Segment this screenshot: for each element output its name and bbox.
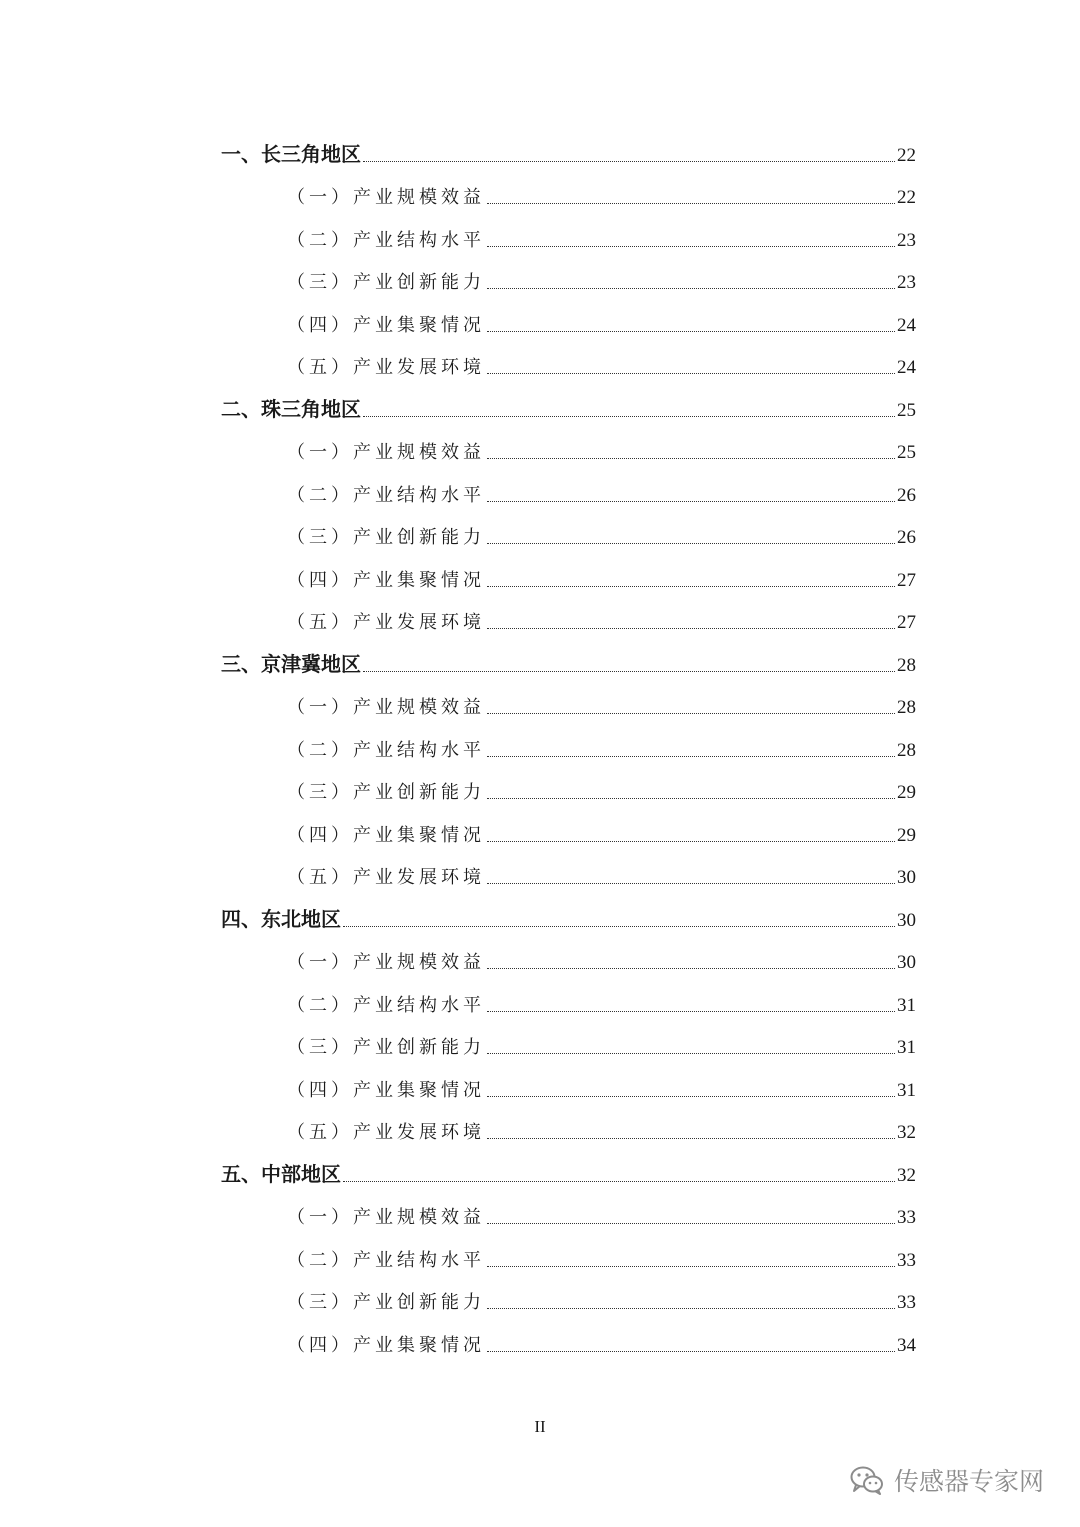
toc-dot-leader <box>487 288 895 289</box>
toc-entry-title: （四）产业集聚情况 <box>287 1334 485 1356</box>
toc-entry-title: （四）产业集聚情况 <box>287 314 485 336</box>
toc-entry-title: （二）产业结构水平 <box>287 739 485 761</box>
toc-entry-page: 23 <box>897 229 916 251</box>
toc-section-entry[interactable] <box>221 642 916 685</box>
toc-entry-page: 28 <box>897 654 916 676</box>
toc-entry-title: （二）产业结构水平 <box>287 994 485 1016</box>
toc-dot-leader <box>487 543 895 544</box>
toc-entry-title: （五）产业发展环境 <box>287 1122 485 1143</box>
toc-entry-title: （五）产业发展环境 <box>287 867 485 888</box>
toc-entry-page: 24 <box>897 357 916 378</box>
toc-entry-title: （三）产业创新能力 <box>287 1292 485 1313</box>
toc-subsection-entry[interactable] <box>221 217 916 260</box>
toc-dot-leader <box>363 671 895 672</box>
toc-entry-title: 三、京津冀地区 <box>221 651 361 676</box>
toc-entry-title: （四）产业集聚情况 <box>287 1079 485 1101</box>
toc-entry-page: 33 <box>897 1249 916 1271</box>
toc-subsection-entry[interactable] <box>221 685 916 728</box>
toc-dot-leader <box>363 161 895 162</box>
toc-entry-title: （一）产业规模效益 <box>287 1207 485 1228</box>
toc-dot-leader <box>487 1308 895 1309</box>
toc-dot-leader <box>487 841 895 842</box>
table-of-contents <box>221 132 916 1365</box>
toc-dot-leader <box>487 883 895 884</box>
toc-dot-leader <box>487 331 895 332</box>
toc-subsection-entry[interactable] <box>221 345 916 388</box>
toc-entry-page: 22 <box>897 187 916 208</box>
toc-entry-title: （二）产业结构水平 <box>287 229 485 251</box>
toc-entry-title: 五、中部地区 <box>221 1161 341 1186</box>
toc-section-entry[interactable] <box>221 132 916 175</box>
toc-subsection-entry[interactable] <box>221 472 916 515</box>
toc-dot-leader <box>363 416 895 417</box>
toc-subsection-entry[interactable] <box>221 600 916 643</box>
toc-entry-title: （三）产业创新能力 <box>287 1037 485 1058</box>
toc-entry-title: （四）产业集聚情况 <box>287 569 485 591</box>
toc-entry-title: （三）产业创新能力 <box>287 272 485 293</box>
toc-dot-leader <box>487 203 895 204</box>
toc-entry-title: （五）产业发展环境 <box>287 612 485 633</box>
toc-dot-leader <box>487 1096 895 1097</box>
toc-subsection-entry[interactable] <box>221 982 916 1025</box>
toc-entry-page: 25 <box>897 399 916 421</box>
toc-subsection-entry[interactable] <box>221 940 916 983</box>
toc-entry-page: 29 <box>897 782 916 803</box>
toc-entry-title: （三）产业创新能力 <box>287 527 485 548</box>
toc-entry-page: 32 <box>897 1122 916 1143</box>
toc-entry-page: 30 <box>897 952 916 973</box>
toc-subsection-entry[interactable] <box>221 1025 916 1068</box>
toc-dot-leader <box>487 458 895 459</box>
toc-entry-title: （二）产业结构水平 <box>287 1249 485 1271</box>
toc-entry-title: 二、珠三角地区 <box>221 396 361 421</box>
toc-dot-leader <box>487 798 895 799</box>
toc-dot-leader <box>487 501 895 502</box>
toc-entry-page: 31 <box>897 1037 916 1058</box>
toc-subsection-entry[interactable] <box>221 1280 916 1323</box>
toc-section-entry[interactable] <box>221 897 916 940</box>
toc-subsection-entry[interactable] <box>221 727 916 770</box>
toc-dot-leader <box>487 968 895 969</box>
toc-subsection-entry[interactable] <box>221 1237 916 1280</box>
toc-entry-page: 26 <box>897 484 916 506</box>
toc-entry-page: 32 <box>897 1164 916 1186</box>
toc-entry-page: 26 <box>897 527 916 548</box>
toc-entry-title: （五）产业发展环境 <box>287 357 485 378</box>
toc-dot-leader <box>487 713 895 714</box>
toc-entry-page: 24 <box>897 314 916 336</box>
toc-entry-page: 33 <box>897 1292 916 1313</box>
toc-dot-leader <box>487 1223 895 1224</box>
toc-dot-leader <box>487 756 895 757</box>
toc-dot-leader <box>487 1011 895 1012</box>
toc-subsection-entry[interactable] <box>221 1322 916 1365</box>
toc-dot-leader <box>343 926 895 927</box>
wechat-icon <box>850 1465 884 1495</box>
toc-subsection-entry[interactable] <box>221 1195 916 1238</box>
page-number: II <box>534 1417 546 1436</box>
toc-entry-page: 28 <box>897 739 916 761</box>
toc-subsection-entry[interactable] <box>221 812 916 855</box>
toc-entry-page: 31 <box>897 994 916 1016</box>
toc-entry-page: 28 <box>897 697 916 718</box>
toc-entry-page: 22 <box>897 144 916 166</box>
watermark-text: 传感器专家网 <box>893 1467 1044 1496</box>
toc-dot-leader <box>487 628 895 629</box>
toc-subsection-entry[interactable] <box>221 855 916 898</box>
toc-subsection-entry[interactable] <box>221 515 916 558</box>
toc-entry-page: 29 <box>897 824 916 846</box>
toc-entry-page: 30 <box>897 909 916 931</box>
toc-section-entry[interactable] <box>221 387 916 430</box>
toc-subsection-entry[interactable] <box>221 557 916 600</box>
toc-subsection-entry[interactable] <box>221 1110 916 1153</box>
toc-entry-title: （一）产业规模效益 <box>287 952 485 973</box>
toc-dot-leader <box>487 1266 895 1267</box>
toc-subsection-entry[interactable] <box>221 260 916 303</box>
watermark <box>850 1462 1044 1498</box>
toc-entry-title: 一、长三角地区 <box>221 141 361 166</box>
toc-entry-page: 34 <box>897 1334 916 1356</box>
toc-section-entry[interactable] <box>221 1152 916 1195</box>
toc-entry-title: （一）产业规模效益 <box>287 187 485 208</box>
toc-entry-title: （三）产业创新能力 <box>287 782 485 803</box>
toc-entry-title: （四）产业集聚情况 <box>287 824 485 846</box>
toc-entry-page: 30 <box>897 867 916 888</box>
toc-entry-title: （二）产业结构水平 <box>287 484 485 506</box>
toc-entry-title: （一）产业规模效益 <box>287 442 485 463</box>
toc-dot-leader <box>487 1053 895 1054</box>
toc-subsection-entry[interactable] <box>221 302 916 345</box>
toc-subsection-entry[interactable] <box>221 1067 916 1110</box>
toc-entry-page: 31 <box>897 1079 916 1101</box>
toc-entry-page: 27 <box>897 569 916 591</box>
toc-entry-page: 33 <box>897 1207 916 1228</box>
toc-entry-page: 27 <box>897 612 916 633</box>
toc-subsection-entry[interactable] <box>221 430 916 473</box>
toc-subsection-entry[interactable] <box>221 770 916 813</box>
toc-dot-leader <box>487 1138 895 1139</box>
toc-dot-leader <box>487 373 895 374</box>
toc-dot-leader <box>343 1181 895 1182</box>
toc-dot-leader <box>487 246 895 247</box>
toc-subsection-entry[interactable] <box>221 175 916 218</box>
toc-dot-leader <box>487 1351 895 1352</box>
toc-dot-leader <box>487 586 895 587</box>
toc-entry-title: （一）产业规模效益 <box>287 697 485 718</box>
toc-entry-page: 23 <box>897 272 916 293</box>
toc-entry-page: 25 <box>897 442 916 463</box>
toc-entry-title: 四、东北地区 <box>221 906 341 931</box>
